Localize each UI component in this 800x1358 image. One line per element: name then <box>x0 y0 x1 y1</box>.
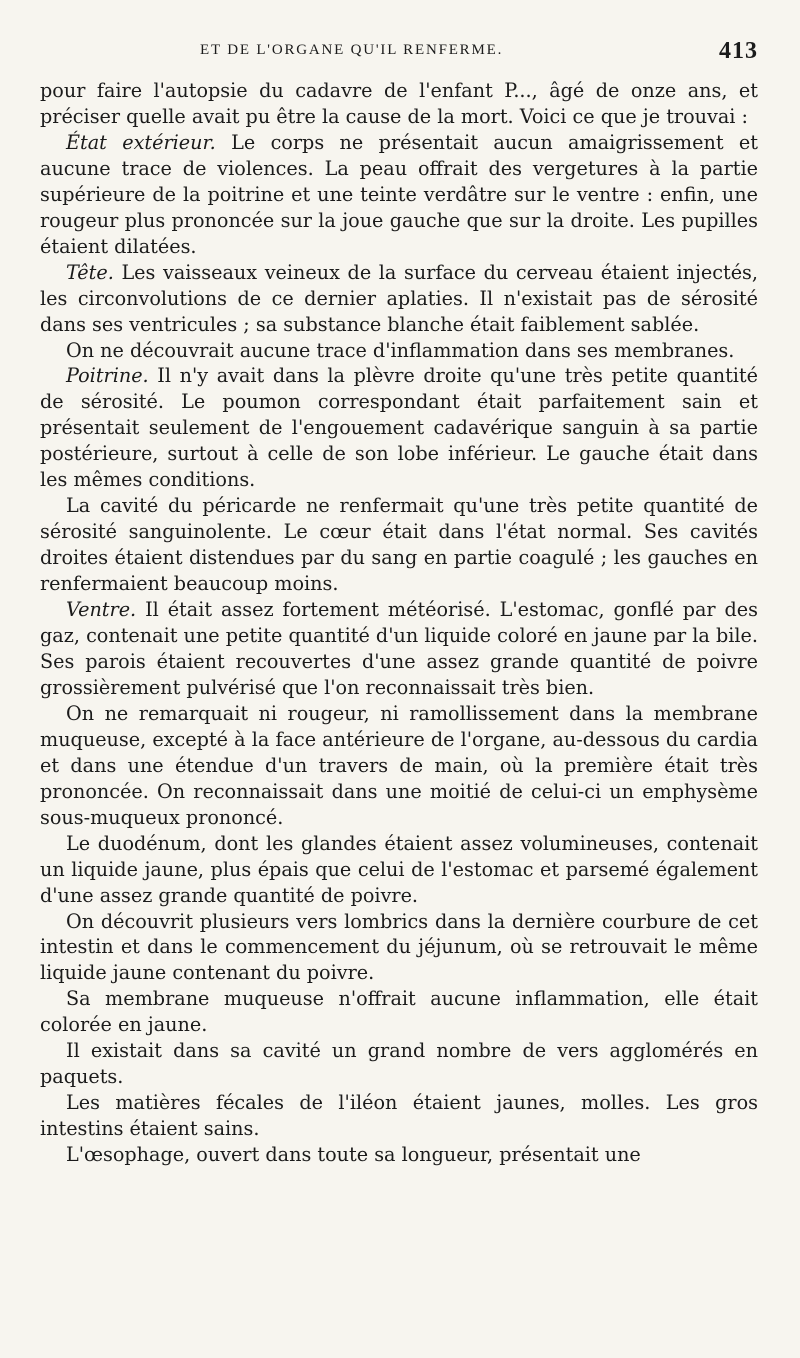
paragraph-text: Il existait dans sa cavité un grand nombre de vers agglomérés en paquets. <box>40 1039 758 1089</box>
paragraph-text: Le duodénum, dont les glandes étaient assez volumineuses, contenait un liquide jaune, plus épais que celui de l'estomac et parsemé également d'une assez grande quantité de poivre. <box>40 831 758 907</box>
paragraph <box>40 338 758 364</box>
section-lead: État extérieur. <box>66 130 216 154</box>
paragraph <box>40 1038 758 1090</box>
paragraph-text: Les vaisseaux veineux de la surface du cerveau étaient injectés, les circonvolutions de ce dernier aplaties. Il n'existait pas de sérosité dans ses ventricules ; sa substance blanche était faiblement sablée. <box>40 260 758 336</box>
paragraph-text: La cavité du péricarde ne renfermait qu'une très petite quantité de sérosité sanguinolente. Le cœur était dans l'état normal. Ses cavités droites étaient distendues par du sang en partie coagulé ; les gauches en renfermaient beaucoup moins. <box>40 494 758 596</box>
section-lead: Tête. <box>66 260 114 284</box>
paragraph-text: Il était assez fortement météorisé. L'estomac, gonflé par des gaz, contenait une petite quantité d'un liquide coloré en jaune par la bile. Ses parois étaient recouvertes d'une assez grande quantité de poivre grossièrement pulvérisé que l'on reconnaissait très bien. <box>40 598 758 699</box>
paragraph <box>40 1142 758 1168</box>
paragraph <box>40 831 758 909</box>
paragraph <box>40 909 758 987</box>
paragraph <box>40 597 758 701</box>
section-lead: Poitrine. <box>66 364 149 388</box>
paragraph-text: Sa membrane muqueuse n'offrait aucune inflammation, elle était colorée en jaune. <box>40 987 758 1037</box>
paragraph <box>40 130 758 260</box>
paragraph-text: L'œsophage, ouvert dans toute sa longueur, présentait une <box>66 1143 641 1167</box>
paragraph-text: Il n'y avait dans la plèvre droite qu'une très petite quantité de sérosité. Le poumon correspondant était parfaitement sain et présentait seulement de l'engouement cadavérique sanguin à sa partie postérieure, surtout à celle de son lobe inférieur. Le gauche était dans les mêmes conditions. <box>40 364 758 492</box>
running-header <box>40 34 758 74</box>
paragraph-text: Les matières fécales de l'iléon étaient jaunes, molles. Les gros intestins étaient sains. <box>40 1091 758 1141</box>
section-lead: Ventre. <box>66 598 137 622</box>
paragraph <box>40 986 758 1038</box>
running-title: ET DE L'ORGANE QU'IL RENFERME. <box>200 42 504 58</box>
paragraph <box>40 493 758 597</box>
page-number: 413 <box>719 38 758 64</box>
paragraph <box>40 701 758 831</box>
page-body <box>40 78 758 1168</box>
paragraph <box>40 260 758 338</box>
paragraph-text: Le corps ne présentait aucun amaigrissement et aucune trace de violences. La peau offrait des vergetures à la partie supérieure de la poitrine et une teinte verdâtre sur le ventre : enfin, une rougeur plus prononcée sur la joue gauche que sur la droite. Les pupilles étaient dilatées. <box>40 130 758 258</box>
paragraph <box>40 78 758 130</box>
paragraph-text: On découvrit plusieurs vers lombrics dans la dernière courbure de cet intestin et dans le commencement du jéjunum, où se retrouvait le même liquide jaune contenant du poivre. <box>40 909 758 985</box>
paragraph-text: pour faire l'autopsie du cadavre de l'enfant P..., âgé de onze ans, et préciser quelle avait pu être la cause de la mort. Voici ce que je trouvai : <box>40 79 758 128</box>
paragraph-text: On ne remarquait ni rougeur, ni ramollissement dans la membrane muqueuse, excepté à la face antérieure de l'organe, au-dessous du cardia et dans une étendue d'un travers de main, où la première était très prononcée. On reconnaissait dans une moitié de celui-ci un emphysème sous-muqueux prononcé. <box>40 701 758 829</box>
paragraph-text: On ne découvrait aucune trace d'inflammation dans ses membranes. <box>66 338 735 362</box>
paragraph <box>40 363 758 493</box>
paragraph <box>40 1090 758 1142</box>
